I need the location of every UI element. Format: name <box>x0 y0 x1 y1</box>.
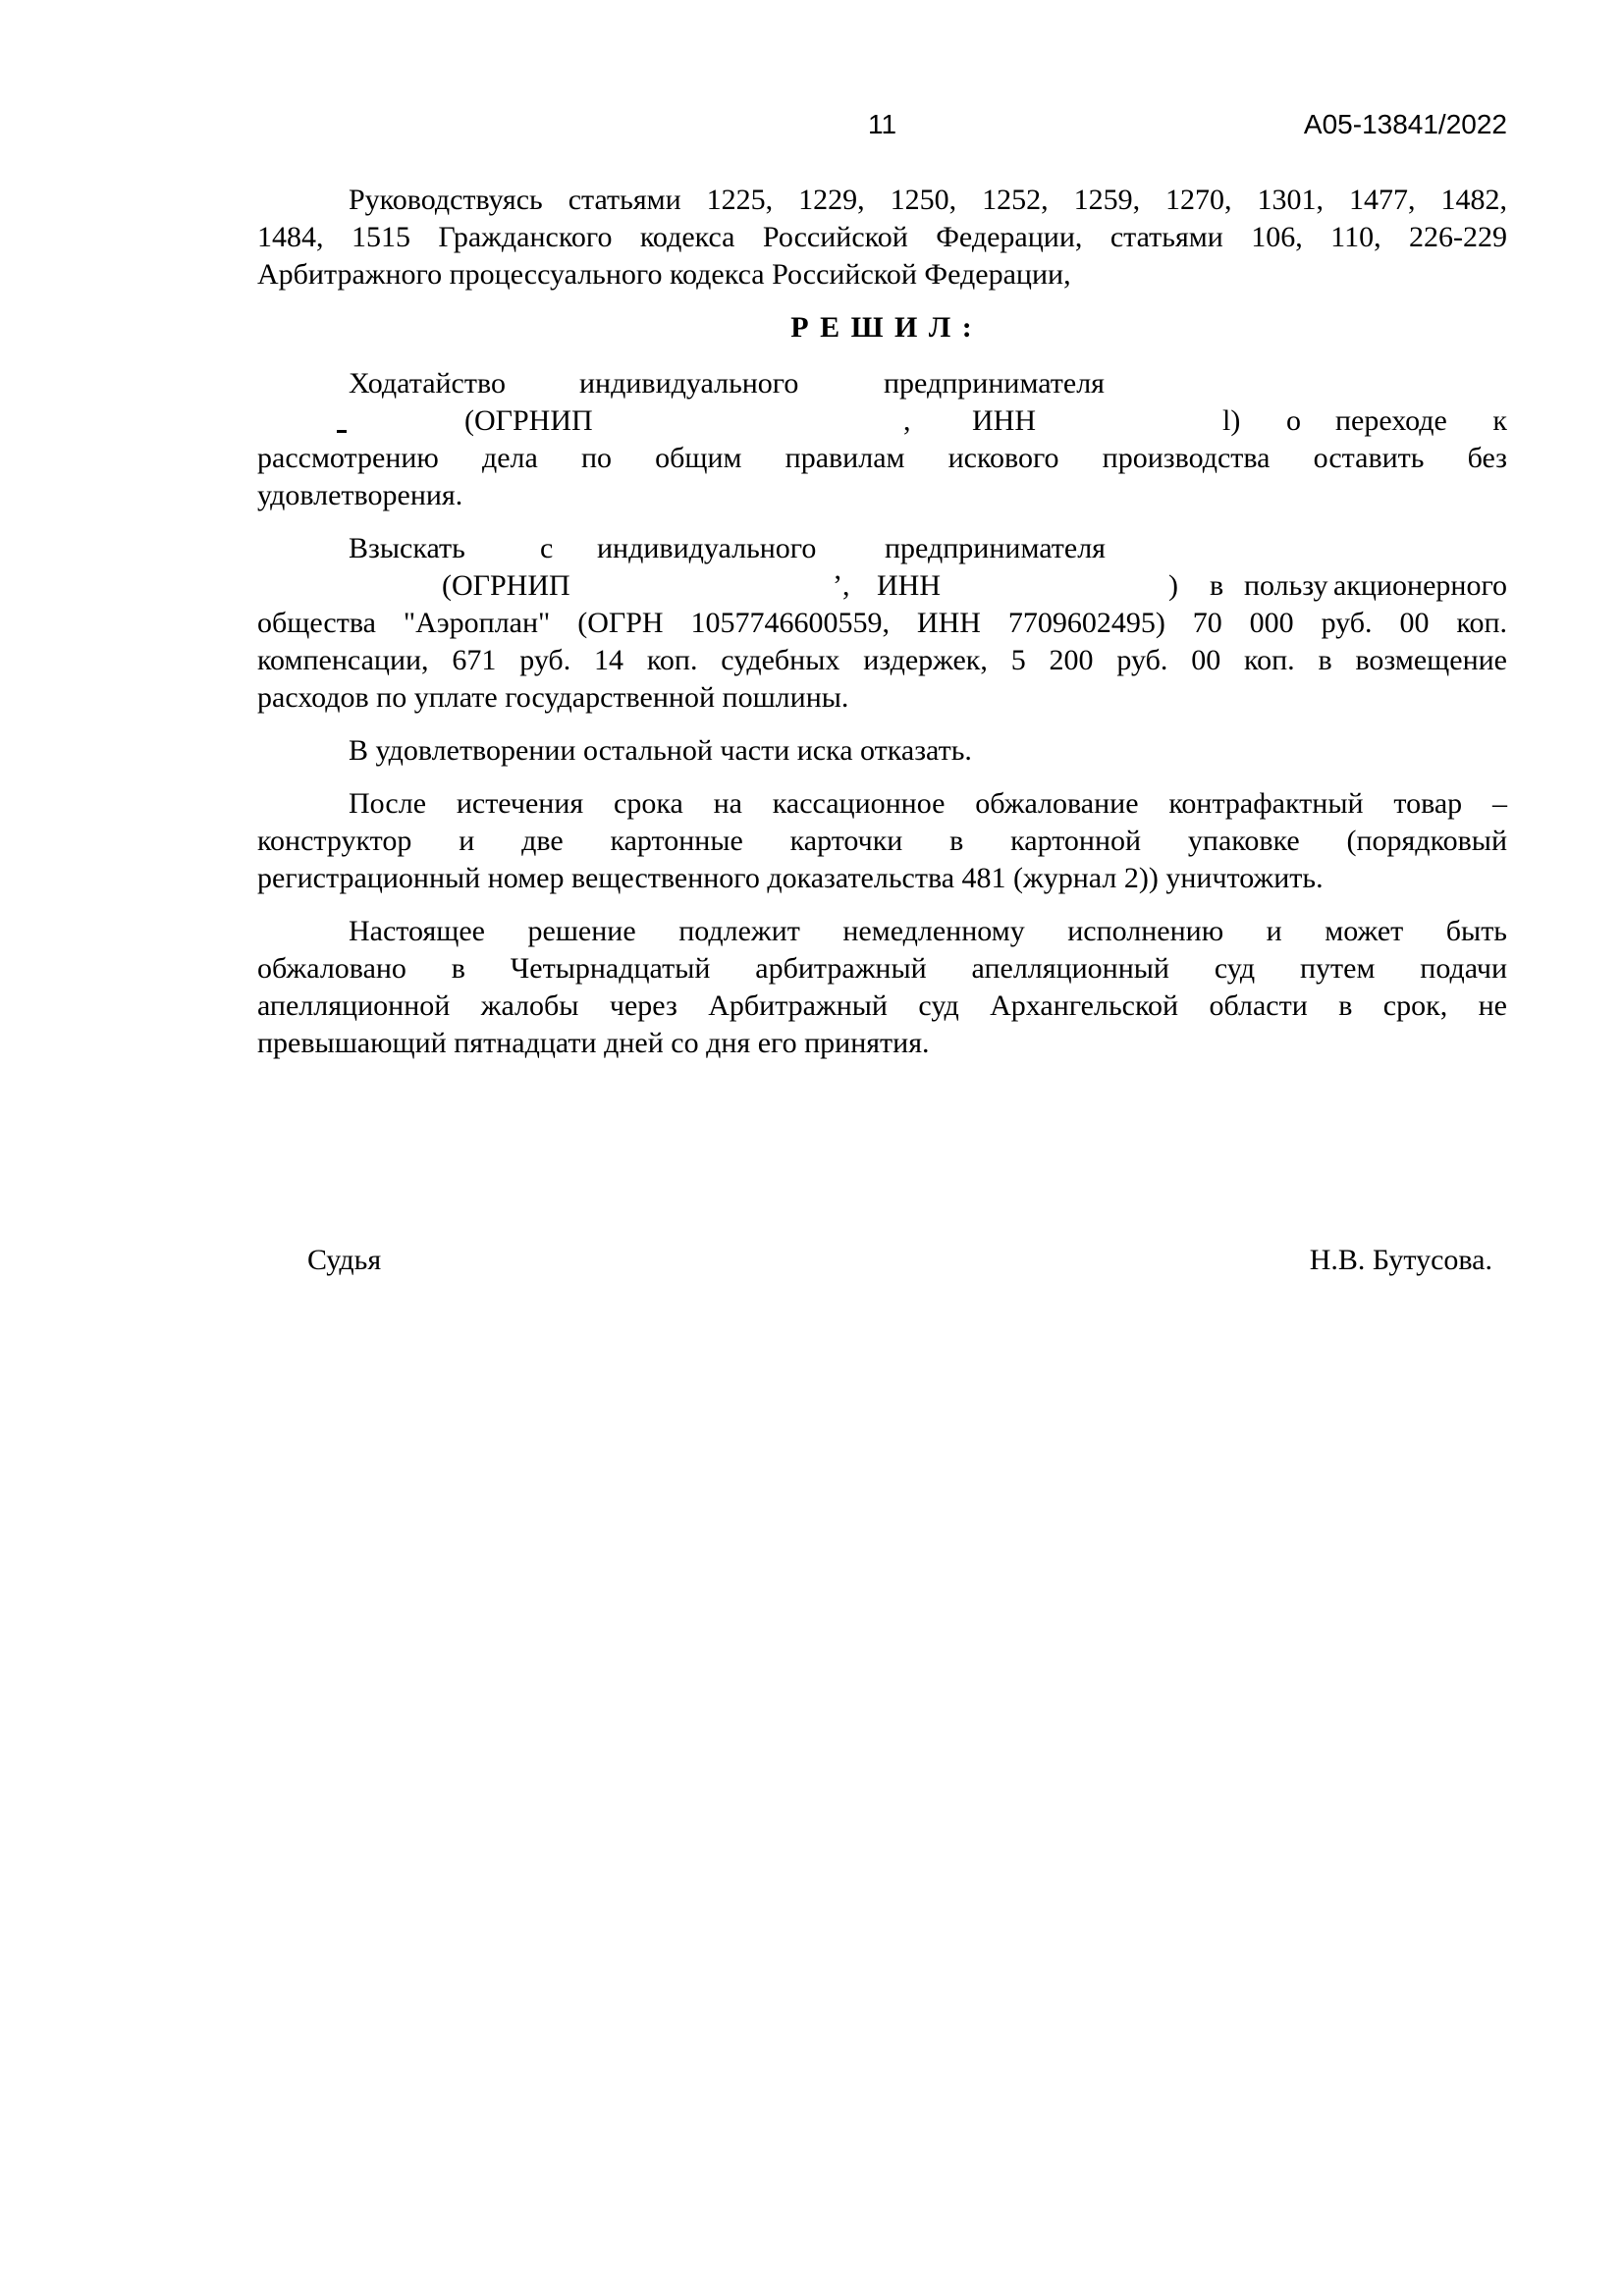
text-line: Настоящее решение подлежит немедленному исполнению и может быть <box>349 915 1507 947</box>
text-fragment: Ходатайство <box>349 367 506 400</box>
text-line: удовлетворения. <box>257 479 463 511</box>
paragraph-appeal-terms <box>257 913 1507 1062</box>
text-fragment: предпринимателя <box>885 532 1106 564</box>
paragraph-award <box>257 530 1507 717</box>
text-line: 1484, 1515 Гражданского кодекса Российской Федерации, статьями 106, 110, 226-229 <box>257 221 1507 253</box>
text-fragment: пользу <box>1244 569 1328 602</box>
text-fragment: акционерного <box>1333 569 1507 602</box>
text-fragment: индивидуального <box>579 367 799 400</box>
text-fragment: индивидуального <box>597 532 817 564</box>
text-line: общества "Аэроплан" (ОГРН 1057746600559, ИНН 7709602495) 70 000 руб. 00 коп. <box>257 607 1507 639</box>
text-fragment: ИНН <box>877 569 941 602</box>
text-fragment: переходе <box>1335 404 1447 437</box>
paragraph-remainder-denied <box>257 732 1507 770</box>
text-line: Руководствуясь статьями 1225, 1229, 1250, 1252, 1259, 1270, 1301, 1477, 1482, <box>349 184 1507 216</box>
text-fragment: предпринимателя <box>884 367 1105 400</box>
text-line-redacted <box>257 567 1507 605</box>
text-fragment: ) <box>1168 569 1178 602</box>
text-fragment: ’, <box>833 569 850 602</box>
text-line-redacted <box>257 402 1507 440</box>
case-number: А05-13841/2022 <box>1303 109 1507 139</box>
text-line: превышающий пятнадцати дней со дня его принятия. <box>257 1027 930 1059</box>
page-header <box>257 108 1507 141</box>
paragraph-legal-basis <box>257 182 1507 294</box>
page-number: 11 <box>867 109 897 139</box>
judge-name: Н.В. Бутусова. <box>1309 1244 1492 1276</box>
text-line: регистрационный номер вещественного доказательства 481 (журнал 2)) уничтожить. <box>257 862 1324 894</box>
text-line: В удовлетворении остальной части иска отказать. <box>349 734 972 767</box>
text-line: конструктор и две картонные карточки в картонной упаковке (порядковый <box>257 825 1507 857</box>
redaction-remnant-mark <box>337 430 347 433</box>
text-fragment: о <box>1286 404 1301 437</box>
text-fragment: , <box>903 404 911 437</box>
text-line: апелляционной жалобы через Арбитражный суд Архангельской области в срок, не <box>257 989 1507 1022</box>
text-fragment: ИНН <box>972 404 1036 437</box>
text-line: Арбитражного процессуального кодекса Российской Федерации, <box>257 258 1071 291</box>
text-fragment: Взыскать <box>349 532 465 564</box>
judge-label: Судья <box>307 1244 382 1276</box>
text-fragment: (ОГРНИП <box>464 404 593 437</box>
paragraph-motion-denied <box>257 365 1507 514</box>
decision-body <box>257 182 1507 1279</box>
text-line: расходов по уплате государственной пошлины. <box>257 681 849 714</box>
text-fragment: (ОГРНИП <box>442 569 570 602</box>
paragraph-destroy-goods <box>257 785 1507 897</box>
resolution-heading: Р Е Ш И Л : <box>790 311 974 344</box>
text-line: обжаловано в Четырнадцатый арбитражный апелляционный суд путем подачи <box>257 952 1507 985</box>
text-fragment: с <box>540 532 554 564</box>
text-line: рассмотрению дела по общим правилам искового производства оставить без <box>257 442 1507 474</box>
text-line: После истечения срока на кассационное обжалование контрафактный товар – <box>349 787 1507 820</box>
text-line: компенсации, 671 руб. 14 коп. судебных издержек, 5 200 руб. 00 коп. в возмещение <box>257 644 1507 676</box>
text-fragment: в <box>1210 569 1224 602</box>
text-line-redacted <box>257 530 1507 567</box>
text-line-redacted <box>257 365 1507 402</box>
signature-block <box>257 1242 1507 1279</box>
text-fragment: l) <box>1222 404 1241 437</box>
text-fragment: к <box>1492 404 1507 437</box>
